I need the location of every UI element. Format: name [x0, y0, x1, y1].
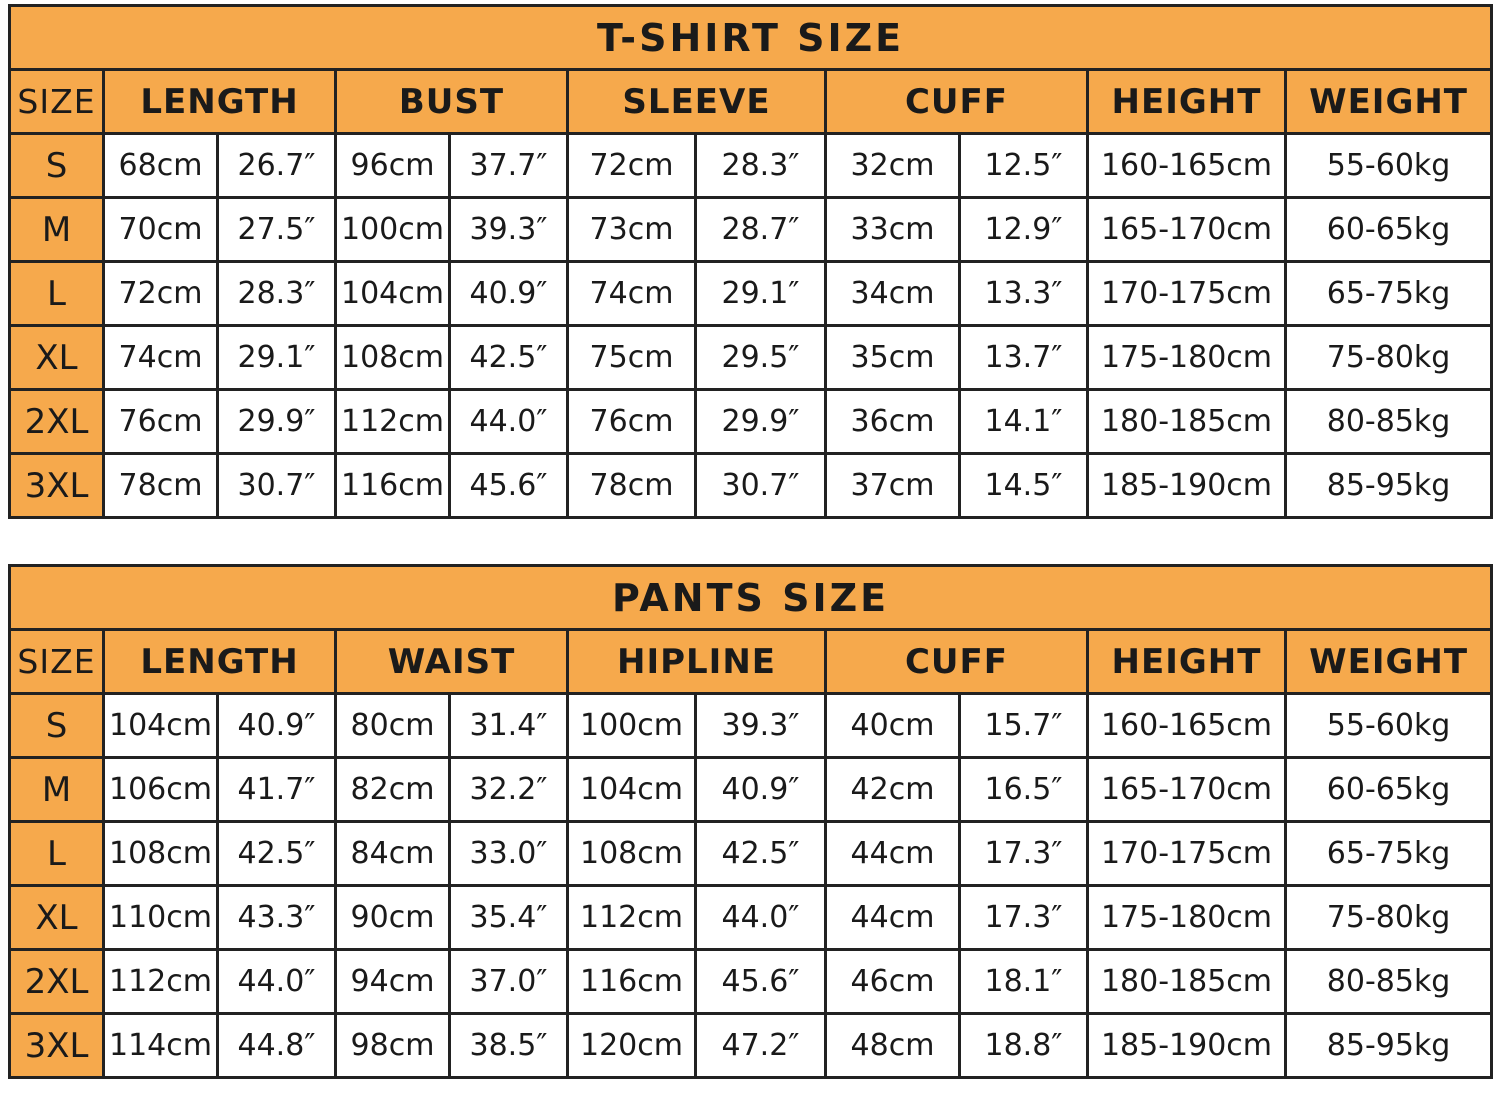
table-cell: 26.7″ — [218, 134, 336, 198]
table-cell: 37.7″ — [450, 134, 568, 198]
pants-header-size: SIZE — [10, 630, 104, 694]
table-cell: 55-60kg — [1286, 134, 1492, 198]
table-cell: 38.5″ — [450, 1014, 568, 1078]
table-cell: 60-65kg — [1286, 758, 1492, 822]
table-cell: 120cm — [568, 1014, 696, 1078]
pants-header-weight: WEIGHT — [1286, 630, 1492, 694]
tshirt-header-weight: WEIGHT — [1286, 70, 1492, 134]
table-cell: 13.7″ — [960, 326, 1088, 390]
table-cell: 43.3″ — [218, 886, 336, 950]
table-cell: 94cm — [336, 950, 450, 1014]
table-row — [10, 262, 1492, 326]
tshirt-header-cuff: CUFF — [826, 70, 1088, 134]
table-cell: 80-85kg — [1286, 390, 1492, 454]
tshirt-header-size: SIZE — [10, 70, 104, 134]
table-cell: 44.0″ — [218, 950, 336, 1014]
table-cell: 45.6″ — [696, 950, 826, 1014]
table-cell: 35cm — [826, 326, 960, 390]
table-cell: 85-95kg — [1286, 454, 1492, 518]
table-cell: 33.0″ — [450, 822, 568, 886]
table-cell: 100cm — [568, 694, 696, 758]
table-cell: 14.5″ — [960, 454, 1088, 518]
tshirt-size-table — [8, 4, 1493, 519]
table-cell: 35.4″ — [450, 886, 568, 950]
table-cell: 48cm — [826, 1014, 960, 1078]
table-row — [10, 1014, 1492, 1078]
table-cell: 84cm — [336, 822, 450, 886]
table-cell: 108cm — [336, 326, 450, 390]
table-cell: 175-180cm — [1088, 326, 1286, 390]
table-cell: 160-165cm — [1088, 134, 1286, 198]
table-cell: 37.0″ — [450, 950, 568, 1014]
size-label: 3XL — [10, 454, 104, 518]
table-cell: 36cm — [826, 390, 960, 454]
table-cell: 32.2″ — [450, 758, 568, 822]
table-row — [10, 134, 1492, 198]
size-label: M — [10, 198, 104, 262]
table-cell: 74cm — [104, 326, 218, 390]
table-cell: 46cm — [826, 950, 960, 1014]
table-cell: 29.9″ — [696, 390, 826, 454]
table-cell: 40.9″ — [696, 758, 826, 822]
tshirt-table-title: T-SHIRT SIZE — [10, 6, 1492, 70]
table-cell: 70cm — [104, 198, 218, 262]
table-cell: 98cm — [336, 1014, 450, 1078]
table-cell: 15.7″ — [960, 694, 1088, 758]
size-label: XL — [10, 326, 104, 390]
table-cell: 72cm — [568, 134, 696, 198]
table-cell: 104cm — [336, 262, 450, 326]
table-cell: 13.3″ — [960, 262, 1088, 326]
table-cell: 76cm — [104, 390, 218, 454]
table-cell: 44.8″ — [218, 1014, 336, 1078]
table-cell: 17.3″ — [960, 822, 1088, 886]
table-cell: 110cm — [104, 886, 218, 950]
table-cell: 90cm — [336, 886, 450, 950]
table-cell: 165-170cm — [1088, 758, 1286, 822]
table-cell: 180-185cm — [1088, 950, 1286, 1014]
table-cell: 80cm — [336, 694, 450, 758]
table-cell: 47.2″ — [696, 1014, 826, 1078]
table-cell: 27.5″ — [218, 198, 336, 262]
table-row — [10, 198, 1492, 262]
table-cell: 34cm — [826, 262, 960, 326]
table-cell: 45.6″ — [450, 454, 568, 518]
table-row — [10, 694, 1492, 758]
table-cell: 114cm — [104, 1014, 218, 1078]
size-label: L — [10, 262, 104, 326]
table-cell: 41.7″ — [218, 758, 336, 822]
table-cell: 65-75kg — [1286, 262, 1492, 326]
table-cell: 29.9″ — [218, 390, 336, 454]
table-row — [10, 326, 1492, 390]
pants-header-waist: WAIST — [336, 630, 568, 694]
size-label: S — [10, 134, 104, 198]
table-cell: 14.1″ — [960, 390, 1088, 454]
table-cell: 75cm — [568, 326, 696, 390]
pants-table-body — [10, 694, 1492, 1078]
table-cell: 75-80kg — [1286, 326, 1492, 390]
size-label: 3XL — [10, 1014, 104, 1078]
table-row — [10, 822, 1492, 886]
table-cell: 175-180cm — [1088, 886, 1286, 950]
table-cell: 29.1″ — [218, 326, 336, 390]
table-cell: 65-75kg — [1286, 822, 1492, 886]
table-cell: 82cm — [336, 758, 450, 822]
table-cell: 108cm — [568, 822, 696, 886]
table-cell: 30.7″ — [696, 454, 826, 518]
pants-header-hipline: HIPLINE — [568, 630, 826, 694]
tshirt-header-length: LENGTH — [104, 70, 336, 134]
table-cell: 28.3″ — [218, 262, 336, 326]
tshirt-header-height: HEIGHT — [1088, 70, 1286, 134]
table-row — [10, 886, 1492, 950]
table-cell: 170-175cm — [1088, 262, 1286, 326]
size-label: 2XL — [10, 950, 104, 1014]
table-cell: 60-65kg — [1286, 198, 1492, 262]
table-cell: 73cm — [568, 198, 696, 262]
size-label: M — [10, 758, 104, 822]
table-cell: 31.4″ — [450, 694, 568, 758]
table-cell: 44.0″ — [450, 390, 568, 454]
table-cell: 75-80kg — [1286, 886, 1492, 950]
table-cell: 116cm — [568, 950, 696, 1014]
table-cell: 12.5″ — [960, 134, 1088, 198]
table-cell: 112cm — [336, 390, 450, 454]
table-cell: 44.0″ — [696, 886, 826, 950]
table-cell: 18.1″ — [960, 950, 1088, 1014]
table-row — [10, 950, 1492, 1014]
table-cell: 72cm — [104, 262, 218, 326]
table-row — [10, 390, 1492, 454]
table-cell: 104cm — [104, 694, 218, 758]
table-cell: 42.5″ — [450, 326, 568, 390]
size-label: XL — [10, 886, 104, 950]
table-cell: 37cm — [826, 454, 960, 518]
table-cell: 29.1″ — [696, 262, 826, 326]
table-cell: 28.7″ — [696, 198, 826, 262]
table-cell: 17.3″ — [960, 886, 1088, 950]
table-cell: 39.3″ — [696, 694, 826, 758]
table-cell: 44cm — [826, 886, 960, 950]
table-cell: 55-60kg — [1286, 694, 1492, 758]
tshirt-header-sleeve: SLEEVE — [568, 70, 826, 134]
size-label: L — [10, 822, 104, 886]
pants-header-cuff: CUFF — [826, 630, 1088, 694]
table-cell: 40cm — [826, 694, 960, 758]
table-cell: 74cm — [568, 262, 696, 326]
size-label: 2XL — [10, 390, 104, 454]
table-cell: 30.7″ — [218, 454, 336, 518]
pants-header-height: HEIGHT — [1088, 630, 1286, 694]
table-cell: 112cm — [568, 886, 696, 950]
table-row — [10, 454, 1492, 518]
table-cell: 185-190cm — [1088, 1014, 1286, 1078]
table-cell: 80-85kg — [1286, 950, 1492, 1014]
table-cell: 160-165cm — [1088, 694, 1286, 758]
table-cell: 33cm — [826, 198, 960, 262]
pants-table-title: PANTS SIZE — [10, 566, 1492, 630]
table-cell: 32cm — [826, 134, 960, 198]
table-cell: 39.3″ — [450, 198, 568, 262]
table-cell: 180-185cm — [1088, 390, 1286, 454]
table-cell: 170-175cm — [1088, 822, 1286, 886]
table-cell: 78cm — [568, 454, 696, 518]
table-cell: 185-190cm — [1088, 454, 1286, 518]
pants-size-table — [8, 564, 1493, 1079]
table-cell: 18.8″ — [960, 1014, 1088, 1078]
table-cell: 106cm — [104, 758, 218, 822]
table-cell: 12.9″ — [960, 198, 1088, 262]
table-cell: 104cm — [568, 758, 696, 822]
table-cell: 112cm — [104, 950, 218, 1014]
tshirt-table-body — [10, 134, 1492, 518]
size-label: S — [10, 694, 104, 758]
table-cell: 42.5″ — [696, 822, 826, 886]
table-cell: 85-95kg — [1286, 1014, 1492, 1078]
table-cell: 40.9″ — [450, 262, 568, 326]
table-cell: 78cm — [104, 454, 218, 518]
table-cell: 68cm — [104, 134, 218, 198]
table-cell: 96cm — [336, 134, 450, 198]
table-cell: 42cm — [826, 758, 960, 822]
table-cell: 76cm — [568, 390, 696, 454]
table-cell: 29.5″ — [696, 326, 826, 390]
table-cell: 16.5″ — [960, 758, 1088, 822]
table-row — [10, 758, 1492, 822]
table-cell: 108cm — [104, 822, 218, 886]
pants-header-length: LENGTH — [104, 630, 336, 694]
table-cell: 28.3″ — [696, 134, 826, 198]
table-cell: 40.9″ — [218, 694, 336, 758]
tshirt-header-bust: BUST — [336, 70, 568, 134]
table-cell: 116cm — [336, 454, 450, 518]
table-cell: 100cm — [336, 198, 450, 262]
table-cell: 42.5″ — [218, 822, 336, 886]
table-cell: 165-170cm — [1088, 198, 1286, 262]
table-cell: 44cm — [826, 822, 960, 886]
